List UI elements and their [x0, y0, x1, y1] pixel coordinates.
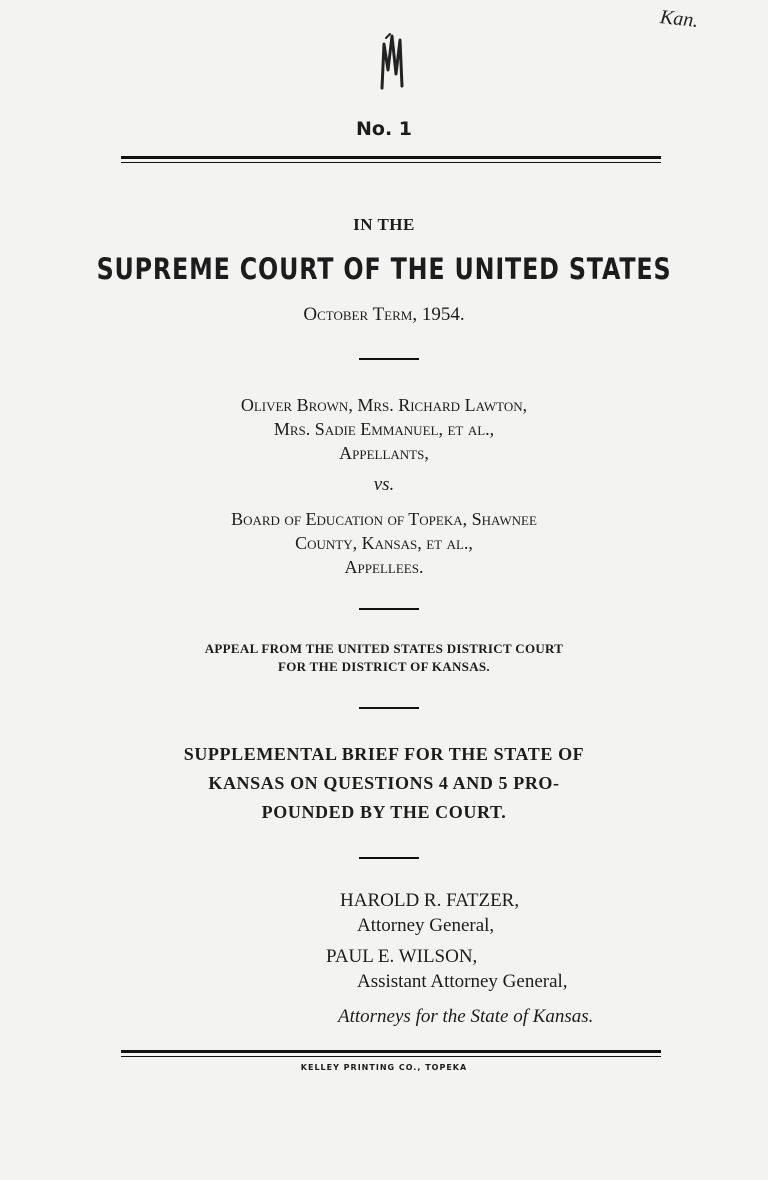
assistant-attorney-title: Assistant Attorney General, — [357, 971, 568, 992]
brief-title-line-2: KANSAS ON QUESTIONS 4 AND 5 PRO- — [208, 773, 560, 793]
printer-imprint: KELLEY PRINTING CO., TOPEKA — [300, 1063, 468, 1072]
court-preamble: IN THE — [353, 215, 415, 234]
appellees-line-2: County, Kansas, et al., — [295, 533, 473, 553]
brief-title-line-3: POUNDED BY THE COURT. — [261, 802, 507, 822]
appeal-line-1: APPEAL FROM THE UNITED STATES DISTRICT COURT — [204, 641, 564, 656]
appellees-role: Appellees. — [344, 557, 424, 577]
top-double-rule — [121, 156, 661, 163]
brief-title-line-1: SUPPLEMENTAL BRIEF FOR THE STATE OF — [183, 744, 585, 764]
appeal-line-2: FOR THE DISTRICT OF KANSAS. — [278, 659, 490, 674]
section-divider — [359, 608, 419, 610]
appellees-block — [0, 507, 768, 579]
section-divider — [359, 707, 419, 709]
assistant-attorney-name: PAUL E. WILSON, — [326, 946, 478, 967]
appellants-line-2: Mrs. Sadie Emmanuel, et al., — [273, 419, 495, 439]
court-name: SUPREME COURT OF THE UNITED STATES — [96, 252, 672, 286]
versus: vs. — [373, 474, 395, 495]
bottom-double-rule — [121, 1050, 661, 1057]
section-divider — [359, 857, 419, 859]
section-divider — [359, 358, 419, 360]
appellants-block — [0, 393, 768, 465]
court-term: October Term, 1954. — [303, 304, 465, 325]
appeal-block — [0, 640, 768, 676]
attorney-general-name: HAROLD R. FATZER, — [340, 890, 520, 911]
appellants-role: Appellants, — [339, 443, 429, 463]
handwritten-note: Kan. — [659, 6, 700, 32]
brief-title-block — [0, 740, 768, 827]
attorney-general-title: Attorney General, — [357, 915, 495, 936]
attorneys-for-line: Attorneys for the State of Kansas. — [338, 1006, 594, 1027]
appellants-line-1: Oliver Brown, Mrs. Richard Lawton, — [240, 395, 528, 415]
appellees-line-1: Board of Education of Topeka, Shawnee — [231, 509, 537, 529]
case-number: No. 1 — [355, 118, 412, 140]
handwritten-initials-mark — [376, 30, 410, 92]
